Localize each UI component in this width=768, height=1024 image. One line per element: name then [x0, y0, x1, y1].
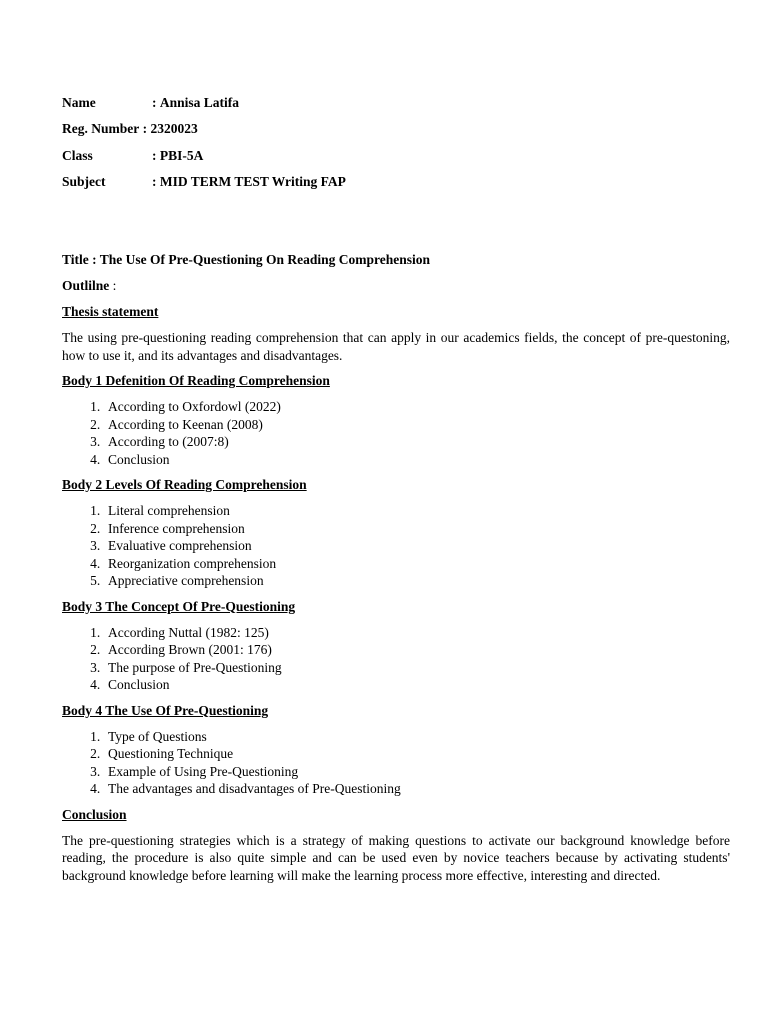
list-item: 1. According to Oxfordowl (2022): [90, 399, 281, 415]
body-1-heading: Body 1 Defenition Of Reading Comprehension: [62, 373, 330, 389]
field-subject-sep: :: [152, 173, 157, 189]
body-section-4: [62, 702, 730, 798]
field-reg-number-label: Reg. Number: [62, 121, 140, 137]
body-1-list: [62, 398, 730, 468]
body-2-list: [62, 502, 730, 590]
field-reg-number-value: 2320023: [150, 121, 198, 137]
body-section-2: [62, 476, 730, 590]
field-name-sep: :: [152, 95, 157, 110]
list-item: 4. Conclusion: [90, 451, 170, 467]
outline-label-suffix: :: [109, 278, 117, 294]
thesis-heading: Thesis statement: [62, 304, 159, 320]
field-class-sep: :: [152, 147, 157, 163]
list-item: 2. Questioning Technique: [90, 746, 234, 762]
field-name-label: Name: [62, 95, 96, 110]
conclusion-heading: Conclusion: [62, 806, 127, 822]
field-class: [62, 147, 730, 173]
body-4-heading: Body 4 The Use Of Pre-Questioning: [62, 702, 269, 718]
thesis-text: The using pre-questioning reading comprehension that can apply in our academics fields, the concept of pre-questoning, how to use it, and its advantages and disadvantages.: [62, 330, 730, 363]
list-item: 1. According Nuttal (1982: 125): [90, 624, 269, 640]
list-item: 2. According to Keenan (2008): [90, 416, 263, 432]
list-item: 5. Appreciative comprehension: [90, 573, 264, 589]
list-item: 4. Conclusion: [90, 677, 170, 693]
list-item: 4. Reorganization comprehension: [90, 555, 277, 571]
list-item: 3. The purpose of Pre-Questioning: [90, 659, 282, 675]
field-class-label: Class: [62, 147, 93, 163]
header-info: [62, 94, 730, 199]
field-name-value: Annisa Latifa: [159, 95, 240, 110]
document-page: [62, 94, 730, 892]
list-item: 3. According to (2007:8): [90, 434, 229, 450]
field-class-value: PBI-5A: [159, 147, 204, 163]
body-2-heading: Body 2 Levels Of Reading Comprehension: [62, 477, 307, 493]
list-item: 1. Type of Questions: [90, 728, 207, 744]
list-item: 1. Literal comprehension: [90, 503, 230, 519]
list-item: 3. Evaluative comprehension: [90, 538, 252, 554]
field-subject-label: Subject: [62, 173, 106, 189]
list-item: 2. Inference comprehension: [90, 520, 245, 536]
body-section-1: [62, 372, 730, 468]
outline-label-text: Outlilne: [62, 278, 110, 294]
conclusion-text: The pre-questioning strategies which is a strategy of making questions to activate our background knowledge before reading, the procedure is also quite simple and can be used even by novice teachers because by activating students' background knowledge before learning will make the learning process more effective, interesting and directed.: [62, 832, 730, 883]
field-subject: [62, 173, 730, 199]
field-subject-value: MID TERM TEST Writing FAP: [159, 173, 346, 189]
list-item: 4. The advantages and disadvantages of Pre-Questioning: [90, 781, 401, 797]
field-name: [62, 94, 730, 120]
body-4-list: [62, 728, 730, 798]
body-3-list: [62, 624, 730, 694]
field-reg-number: [62, 120, 730, 146]
field-reg-number-sep: :: [142, 121, 148, 137]
list-item: 2. According Brown (2001: 176): [90, 642, 272, 658]
outline-label: [62, 277, 730, 303]
body-section-3: [62, 598, 730, 694]
list-item: 3. Example of Using Pre-Questioning: [90, 763, 299, 779]
document-title: Title : The Use Of Pre-Questioning On Reading Comprehension: [62, 252, 431, 268]
body-3-heading: Body 3 The Concept Of Pre-Questioning: [62, 598, 296, 614]
